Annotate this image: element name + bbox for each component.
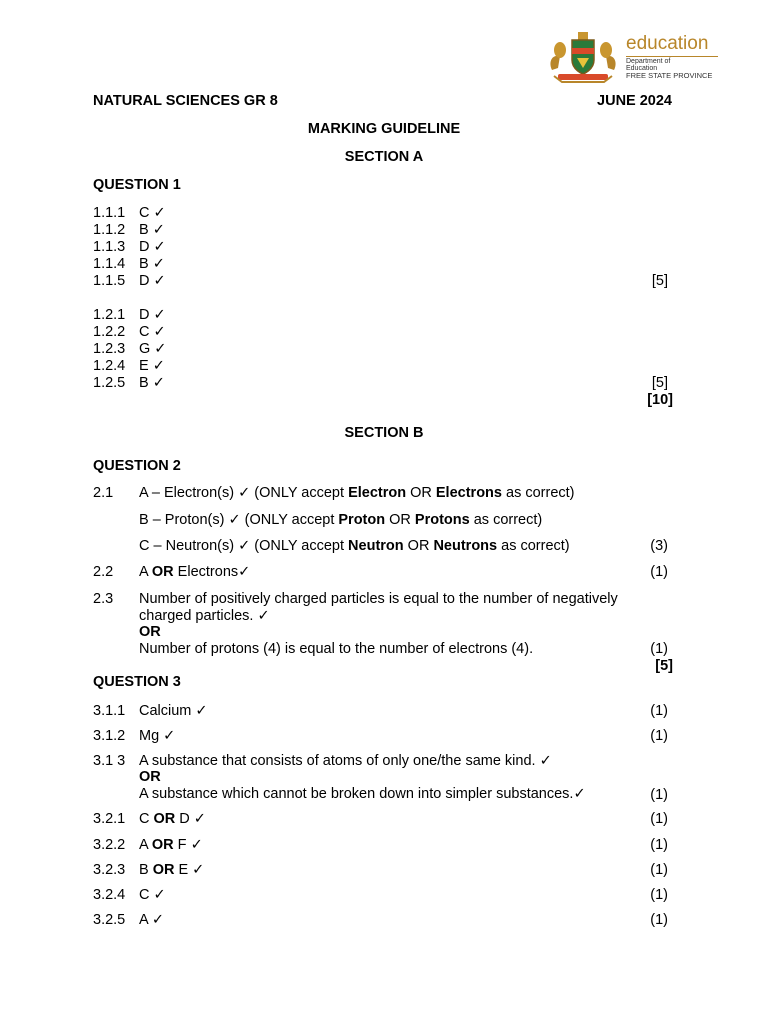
item-mark: (1)	[650, 862, 668, 878]
item-number: 3.1.1	[93, 703, 126, 719]
item-number: 2.1	[93, 485, 114, 501]
item-answer: C ✓	[139, 887, 166, 903]
item-answer: G ✓	[139, 341, 167, 357]
item-number: 1.1.2	[93, 222, 126, 238]
item-number: 1.1.3	[93, 239, 126, 255]
subtotal-mark: [5]	[651, 375, 668, 391]
bold-term: Electrons	[435, 485, 502, 501]
or-label: OR	[139, 624, 161, 640]
item-answer	[139, 811, 206, 828]
text: OR	[406, 485, 436, 501]
item-mark: (1)	[650, 728, 668, 744]
subject-title: NATURAL SCIENCES GR 8	[93, 93, 278, 109]
item-answer: C ✓	[139, 324, 166, 340]
item-number: 1.1.5	[93, 273, 126, 289]
bold-term: OR	[151, 564, 174, 580]
bold-term: OR	[152, 862, 175, 878]
item-mark: (1)	[650, 811, 668, 827]
text: as correct)	[497, 538, 570, 554]
or-label: OR	[139, 769, 161, 785]
answer-text: Number of protons (4) is equal to the number of electrons (4).	[139, 641, 534, 657]
item-number: 1.2.1	[93, 307, 126, 323]
bold-term: Electron	[348, 485, 407, 501]
item-number: 2.2	[93, 564, 114, 580]
section-b-heading: SECTION B	[344, 425, 424, 441]
bold-term: Proton	[338, 512, 386, 528]
item-answer: A ✓	[139, 912, 165, 928]
item-number: 1.1.4	[93, 256, 126, 272]
item-number: 1.2.5	[93, 375, 126, 391]
coat-of-arms-icon	[546, 30, 620, 84]
item-answer: D ✓	[139, 239, 166, 255]
item-answer: D ✓	[139, 307, 166, 323]
item-answer: Calcium ✓	[139, 703, 208, 719]
exam-date: JUNE 2024	[597, 93, 672, 109]
item-mark: (1)	[650, 564, 668, 580]
text: A	[139, 837, 152, 853]
answer-line-a	[139, 485, 575, 502]
text: A – Electron(s) ✓ (ONLY accept	[139, 485, 349, 501]
item-answer	[139, 862, 204, 879]
question-1-heading: QUESTION 1	[93, 177, 181, 193]
text: E ✓	[174, 862, 205, 878]
item-answer: D ✓	[139, 273, 166, 289]
text: as correct)	[469, 512, 543, 528]
bold-term: Protons	[414, 512, 470, 528]
item-mark: (3)	[650, 538, 668, 554]
item-number: 1.2.3	[93, 341, 126, 357]
answer-text: A substance that consists of atoms of only one/the same kind. ✓	[139, 753, 552, 769]
text: C	[139, 811, 154, 827]
item-number: 3.2.1	[93, 811, 126, 827]
item-mark: (1)	[650, 837, 668, 853]
answer-line-c	[139, 538, 570, 555]
text: C – Neutron(s) ✓ (ONLY accept	[139, 538, 349, 554]
bold-term: Neutrons	[433, 538, 498, 554]
text: A	[139, 564, 152, 580]
subtotal-mark: [5]	[651, 273, 668, 289]
logo-divider	[626, 56, 718, 57]
item-answer: B ✓	[139, 256, 165, 272]
answer-text: Number of positively charged particles is equal to the number of negatively	[139, 591, 618, 607]
item-number: 1.2.4	[93, 358, 126, 374]
item-mark: (1)	[650, 787, 668, 803]
question-total-mark: [10]	[647, 392, 673, 408]
item-number: 2.3	[93, 591, 114, 607]
bold-term: OR	[151, 837, 174, 853]
text: F ✓	[173, 837, 203, 853]
item-number: 3.1 3	[93, 753, 126, 769]
item-number: 3.2.4	[93, 887, 126, 903]
item-answer: B ✓	[139, 375, 165, 391]
item-mark: (1)	[650, 912, 668, 928]
text: B – Proton(s) ✓ (ONLY accept	[139, 512, 339, 528]
item-mark: (1)	[650, 641, 668, 657]
item-answer: C ✓	[139, 205, 166, 221]
item-answer	[139, 837, 203, 854]
answer-text: charged particles. ✓	[139, 608, 270, 624]
department-logo	[546, 30, 726, 84]
item-mark: (1)	[650, 887, 668, 903]
text: D ✓	[175, 811, 206, 827]
text: OR	[385, 512, 415, 528]
question-3-heading: QUESTION 3	[93, 674, 181, 690]
item-answer	[139, 564, 250, 581]
logo-sub2: Education	[626, 65, 658, 72]
item-number: 1.2.2	[93, 324, 126, 340]
answer-text: A substance which cannot be broken down into simpler substances.✓	[139, 786, 586, 802]
logo-word: education	[626, 33, 709, 54]
item-answer: B ✓	[139, 222, 165, 238]
section-a-heading: SECTION A	[344, 149, 424, 165]
question-2-heading: QUESTION 2	[93, 458, 181, 474]
question-total-mark: [5]	[655, 658, 673, 674]
logo-sub3: FREE STATE PROVINCE	[626, 71, 713, 80]
item-number: 1.1.1	[93, 205, 126, 221]
text: OR	[403, 538, 434, 554]
text: B	[139, 862, 153, 878]
bold-term: OR	[153, 811, 176, 827]
item-number: 3.2.5	[93, 912, 126, 928]
item-answer: E ✓	[139, 358, 165, 374]
item-number: 3.2.3	[93, 862, 126, 878]
text: Electrons✓	[173, 564, 251, 580]
item-answer: Mg ✓	[139, 728, 176, 744]
item-number: 3.1.2	[93, 728, 126, 744]
bold-term: Neutron	[348, 538, 404, 554]
logo-sub1: Department of	[626, 58, 671, 65]
marking-guideline-title: MARKING GUIDELINE	[307, 121, 461, 137]
answer-line-b	[139, 512, 542, 529]
item-number: 3.2.2	[93, 837, 126, 853]
item-mark: (1)	[650, 703, 668, 719]
text: as correct)	[501, 485, 575, 501]
